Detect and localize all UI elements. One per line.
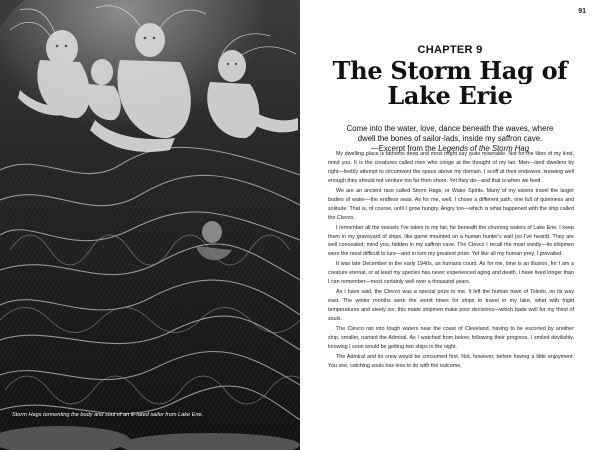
epigraph-source-prefix: —Excerpt from the (370, 143, 439, 153)
page-number: 91 (578, 8, 586, 15)
paragraph: My dwelling place is fathoms deep and most might say quite miserable. Not for the likes of my kind, mind you. It is the creatures called men who cringe at the thought of my lair. Men—land dwellers by right—feebly attempt to circumvent the space above my domain. I scoff at their endeavor, knowing well enough they should not venture too far from shore. Yet they do—and that is when we feed. (328, 151, 574, 184)
paragraph: The Admiral and its crew would be consumed first. Not, however, before having a little enjoyment. You see, catching souls has less to do with the outcome, (328, 354, 574, 369)
epigraph-source-title: Legends of the Storm Hag (438, 143, 530, 153)
chapter-body (328, 150, 574, 372)
chapter-title-line-2: Lake Erie (387, 81, 513, 110)
epigraph (338, 124, 562, 153)
illustration-caption: Storm Hags tormenting the body and soul of an ill-fated sailor from Lake Erie. (12, 412, 204, 418)
chapter-title (320, 58, 580, 108)
chapter-page (300, 0, 600, 450)
paragraph: As I have said, the Clevco was a special prize to me. It left the human town of Toledo, on its way east. The winter months were the worst times for ships to travel in my lake, what with frigid temperatures and steely ice; this made shipmen make poor decisions—which bade well for my thirst of souls. (328, 289, 574, 323)
paragraph: I remember all the vessels I've taken to my lair, far beneath the churning waters of Lake Erie. I keep them in my graveyard of ships, like game mounted on a human hunter's wall (so I've heard). They are well concealed, mind you, hidden in my saffron cave. The Clevco I recall the most vividly—its shipmen were the most difficult to lure—and in turn my greatest prize. Yet like all my human prey, I prevailed. (328, 224, 574, 258)
chapter-label: CHAPTER 9 (417, 44, 483, 56)
epigraph-text: Come into the water, love, dance beneath the waves, where dwell the bones of sailor-lads, inside my saffron cave. (346, 124, 554, 143)
paragraph: It was late December in the early 1940s, as humans count. As for me, time is an illusion, for I am a creature eternal, or at least my species has never experienced aging and death. I have lived longer than I can remember—most certainly well over a thousand years. (328, 261, 574, 286)
chapter-title-line-1: The Storm Hag of (332, 56, 568, 85)
paragraph: The Clevco ran into tough waters near the coast of Cleveland, having to be escorted by another ship, smaller, named the Admiral. As I watched from below, following their progress, I smiled devilishly, knowing I soon would be getting two ships in the night. (328, 326, 574, 350)
paragraph: We are an ancient race called Storm Hags, or Water Spirits. Many of my sisters travel the larger bodies of water—the endless seas. As for me, well, I chose a different path, one full of quietness and solitude. That is, of course, until I grow hungry. Angry too—which is what happened with the ship called the Clevco. (328, 187, 574, 221)
